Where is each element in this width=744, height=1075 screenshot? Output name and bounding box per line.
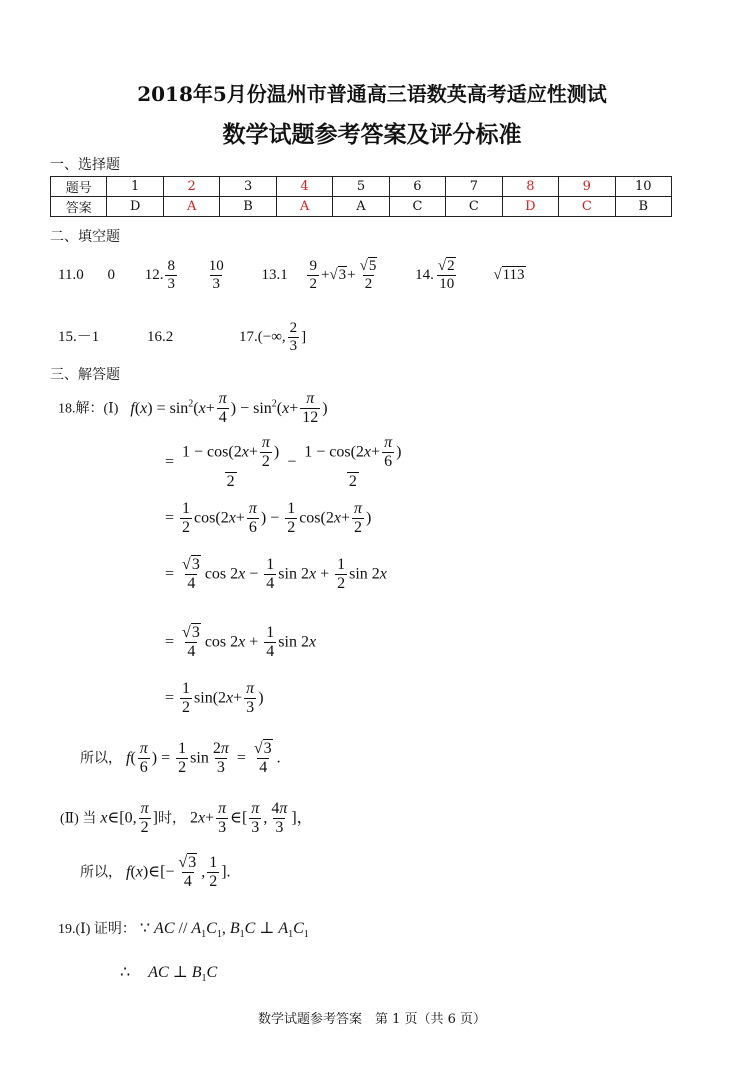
- q11-label: 11.0: [58, 267, 84, 284]
- table-cell: 8: [502, 177, 558, 197]
- q18-line-3: = $\frac{1}{2}$ cos(2x+ $\frac{\pi}{6}$ ) − $\frac{1}{2}$ cos(2x+ $\frac{\pi}{2}$ ): [165, 500, 372, 537]
- q19-line-1: 19.(Ⅰ) 证明： ∵ AC // $A_1C_1$, $B_1C$ ⊥ $A_1C_1$: [58, 920, 309, 941]
- q14-fraction: $\frac{√2}{10}$: [437, 258, 455, 293]
- table-cell: D: [107, 197, 163, 217]
- page-footer: 数学试题参考答案 第 1 页（共 6 页）: [257, 1012, 487, 1027]
- table-cell: C: [559, 197, 615, 217]
- q18-so-label: 所以，: [80, 751, 122, 767]
- table-cell: 6: [389, 177, 445, 197]
- table-cell: 1: [107, 177, 163, 197]
- table-cell: 3: [220, 177, 276, 197]
- q18-line-1: 18.解：(Ⅰ) $f(x) = \sin^2(x+$ $\frac{\pi}{4}$ ) − $\sin^2(x+$ $\frac{\pi}{12}$ ): [58, 390, 328, 427]
- table-cell: 7: [446, 177, 502, 197]
- q13-expression: $\frac{9}{2}$ +√3+ $\frac{√5}{2}$: [309, 258, 377, 293]
- table-cell: C: [446, 197, 502, 217]
- q18-label: 18.解：(Ⅰ): [58, 401, 119, 417]
- q18-so2-label: 所以，: [80, 865, 122, 881]
- q18-line-2: = 1 − cos(2x+ $\frac{\pi}{2}$ ) 2 − 1 − cos(2x+ $\frac{\pi}{6}$ ) 2: [165, 434, 402, 490]
- q18-line-7: 所以， f( $\frac{\pi}{6}$ ) = $\frac{1}{2}$ sin $\frac{2\pi}{3}$ = $\frac{√3}{4}$ .: [80, 740, 281, 777]
- fill-answers-row-1: [58, 258, 526, 294]
- table-cell: 5: [333, 177, 389, 197]
- title-line-1: 2018年5月份温州市普通高三语数英高考适应性测试: [137, 82, 607, 106]
- q17-interval: (−∞, $\frac{2}{3}$ ]: [257, 320, 307, 355]
- table-cell-label: 答案: [51, 197, 107, 217]
- table-cell: 2: [163, 177, 219, 197]
- q18-part2-label: (Ⅱ) 当: [60, 811, 97, 827]
- q18-line-9: 所以， f(x)∈[− $\frac{√3}{4}$ , $\frac{1}{2}$ ].: [80, 854, 231, 891]
- q18-line-6: = $\frac{1}{2}$ sin(2x+ $\frac{\pi}{3}$ ): [165, 680, 264, 717]
- q14-label: 14.: [415, 267, 434, 284]
- table-cell: 4: [276, 177, 332, 197]
- table-cell: 9: [559, 177, 615, 197]
- table-cell: C: [389, 197, 445, 217]
- table-row-numbers: [51, 177, 672, 197]
- section-fill-heading: 二、填空题: [50, 229, 120, 245]
- q16-answer: 16.2: [147, 329, 174, 346]
- table-cell: B: [615, 197, 671, 217]
- title-line-2: 数学试题参考答案及评分标准: [222, 121, 522, 148]
- q19-label: 19.(Ⅰ) 证明：: [58, 922, 136, 937]
- table-row-answers: [51, 197, 672, 217]
- therefore-symbol: ∴: [120, 964, 131, 981]
- q18-when-label: 时，: [157, 811, 186, 827]
- q13-label: 13.1: [261, 267, 288, 284]
- table-cell: B: [220, 197, 276, 217]
- q17-label: 17.: [239, 329, 258, 346]
- q18-line-8: (Ⅱ) 当 x∈[0, $\frac{\pi}{2}$ ]时， 2x+ $\frac{\pi}{3}$ ∈[ $\frac{\pi}{3}$ , $\frac{4\pi}{3}$ ]，: [60, 800, 313, 837]
- table-cell-label: 题号: [51, 177, 107, 197]
- table-cell: A: [276, 197, 332, 217]
- section-solve-heading: 三、解答题: [50, 367, 120, 383]
- q18-line-5: = $\frac{√3}{4}$ cos 2x + $\frac{1}{4}$ sin 2x: [165, 624, 317, 661]
- q18-line-4: = $\frac{√3}{4}$ cos 2x − $\frac{1}{4}$ sin 2x + $\frac{1}{2}$ sin 2x: [165, 556, 387, 593]
- q11-answer-2: 0: [107, 267, 115, 284]
- answer-table: [50, 176, 672, 217]
- table-cell: D: [502, 197, 558, 217]
- q19-line-2: ∴ AC ⊥ $B_1C$: [120, 964, 218, 985]
- section-choice-heading: 一、选择题: [50, 157, 120, 173]
- because-symbol: ∵: [139, 920, 151, 937]
- table-cell: A: [163, 197, 219, 217]
- q12-fraction-10-3: $\frac{10}{3}$: [208, 258, 224, 293]
- q12-fraction-8-3: $\frac{8}{3}$: [167, 258, 175, 293]
- table-cell: 10: [615, 177, 671, 197]
- q15-answer: 15.－1: [58, 329, 100, 346]
- q12-label: 12.: [144, 267, 164, 284]
- table-cell: A: [333, 197, 389, 217]
- fill-answers-row-2: [58, 320, 306, 356]
- q14-sqrt-113: √113: [493, 267, 525, 284]
